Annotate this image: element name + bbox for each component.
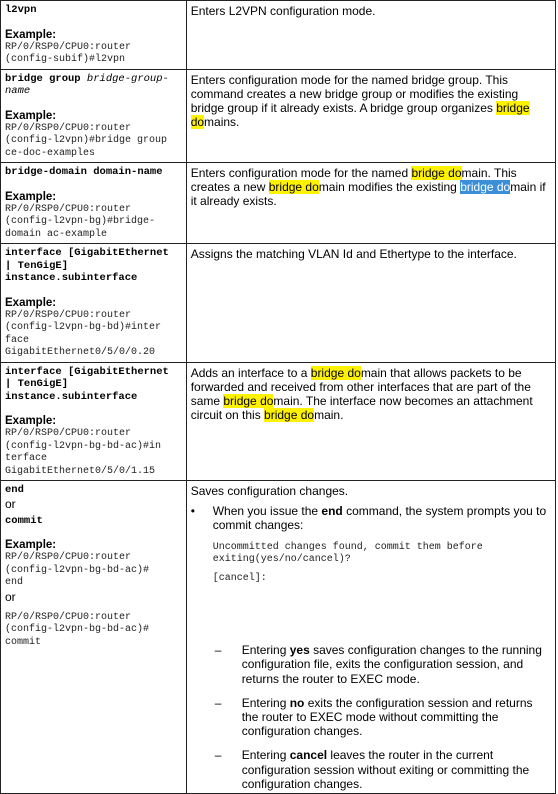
search-highlight: bridge (496, 100, 530, 115)
description-cell (186, 362, 555, 481)
sub-item-bold: yes (289, 643, 310, 658)
dash-marker: – (214, 643, 222, 658)
description-cell (186, 69, 555, 163)
table-row (1, 69, 556, 163)
example-label: Example: (5, 296, 57, 309)
command-cell (1, 481, 187, 794)
dash-marker: – (214, 695, 222, 710)
description-part: main. The interface now becomes an attachment circuit on this (190, 393, 533, 423)
search-highlight: do (190, 115, 205, 130)
description-cell (186, 1, 555, 70)
prompt-default: [cancel]: (212, 572, 267, 584)
command-text: interface [GigabitEthernet | TenGigE] instance.subinterface (5, 365, 169, 403)
or-text: or (5, 589, 16, 604)
search-highlight: bridge do (310, 365, 361, 380)
example-code: RP/0/RSP0/CPU0:router (config-l2vpn-bg-bd-ac)# commit (5, 611, 150, 648)
or-text: or (5, 496, 16, 511)
sub-item-text (242, 643, 551, 686)
table-row (1, 244, 556, 363)
sub-item-part: Entering (241, 643, 290, 658)
command-text: l2vpn (5, 4, 37, 16)
command-keyword: bridge group (5, 72, 87, 85)
sub-item-yes (215, 643, 551, 686)
example-code: RP/0/RSP0/CPU0:router (config-l2vpn)#bridge group ce-doc-examples (5, 122, 168, 159)
sub-item-bold: cancel (289, 748, 328, 763)
search-highlight: bridge do (268, 180, 319, 195)
description-part: main modifies the existing (318, 180, 461, 195)
command-text: interface [GigabitEthernet | TenGigE] instance.subinterface (5, 247, 169, 284)
command-cell (1, 362, 187, 481)
command-text: bridge-domain domain-name (5, 166, 163, 178)
command-commit: commit (5, 514, 43, 527)
example-code: RP/0/RSP0/CPU0:router (config-l2vpn-bg-bd)#inter face GigabitEthernet0/5/0/0.20 (5, 309, 162, 358)
description-text: Saves configuration changes. (190, 484, 349, 498)
bullet-text-part: When you issue the (212, 504, 322, 519)
bullet-text-bold: end (321, 504, 343, 519)
description-text (191, 166, 551, 209)
bullet-marker: • (190, 504, 195, 519)
description-cell (186, 244, 555, 363)
search-highlight: bridge do (223, 393, 274, 408)
description-text: Enters L2VPN configuration mode. (190, 4, 376, 18)
description-text: Assigns the matching VLAN Id and Ethertype to the interface. (190, 247, 517, 261)
command-argument: bridge-group-name (5, 72, 169, 97)
command-cell (1, 163, 187, 244)
example-label: Example: (5, 109, 57, 122)
sub-item-bold: no (289, 695, 305, 710)
description-part: Adds an interface to a (190, 365, 311, 380)
table-row (1, 481, 556, 794)
dash-marker: – (214, 748, 222, 763)
example-code: RP/0/RSP0/CPU0:router (config-l2vpn-bg-bd-ac)#in terface GigabitEthernet0/5/0/1.15 (5, 428, 162, 477)
prompt-code: Uncommitted changes found, commit them before exiting(yes/no/cancel)? (212, 541, 483, 566)
bullet-item (191, 504, 551, 532)
description-cell (186, 481, 555, 794)
example-code: RP/0/RSP0/CPU0:router (config-subif)#l2vpn (5, 41, 132, 65)
description-part: mains. (204, 115, 240, 130)
text-selection[interactable]: bridge do (460, 180, 511, 195)
sub-item-part: Entering (241, 748, 290, 763)
description-cell (186, 163, 555, 244)
search-highlight: bridge do (411, 166, 462, 180)
command-cell (1, 1, 187, 70)
example-label: Example: (5, 539, 57, 551)
example-label: Example: (5, 28, 57, 41)
description-part: main. (314, 408, 344, 423)
table-row (1, 362, 556, 481)
description-part: Enters configuration mode for the named (190, 166, 412, 180)
command-cell (1, 69, 187, 163)
example-code: RP/0/RSP0/CPU0:router (config-l2vpn-bg-bd-ac)# end (5, 552, 150, 588)
bullet-text-part: command, the system prompts you to commit changes: (212, 504, 547, 533)
sub-item-no (215, 696, 551, 739)
bullet-text (213, 504, 551, 532)
table-row (1, 163, 556, 244)
sub-item-part: leaves the router in the current configuration session without exiting or committing the configuration changes. (241, 748, 530, 791)
description-text (191, 73, 551, 130)
command-text (5, 73, 182, 98)
prompt-code-block (213, 542, 551, 586)
table-row (1, 1, 556, 70)
command-cell (1, 244, 187, 363)
search-highlight: bridge do (264, 408, 315, 423)
description-part: main if it already exists. (190, 180, 546, 209)
example-label: Example: (5, 415, 57, 427)
example-label: Example: (5, 190, 57, 203)
example-code: RP/0/RSP0/CPU0:router (config-l2vpn-bg)#bridge- domain ac-example (5, 203, 156, 240)
description-part: main that allows packets to be forwarded and received from other interfaces that are part of the same (190, 365, 531, 408)
description-text (191, 366, 551, 423)
sub-item-text (242, 696, 551, 739)
command-end: end (5, 484, 24, 496)
sub-item-part: Entering (241, 695, 290, 710)
description-part: main. This creates a new (190, 166, 517, 195)
description-part: Enters configuration mode for the named bridge group. This command creates a new bridge group or modifies the existing bridge group if it already exists. A bridge group organizes (190, 72, 519, 115)
sub-item-part: exits the configuration session and returns the router to EXEC mode without committing the configuration changes. (241, 695, 533, 739)
sub-item-part: saves configuration changes to the running configuration file, exits the configuration session, and returns the router to EXEC mode. (241, 643, 542, 686)
